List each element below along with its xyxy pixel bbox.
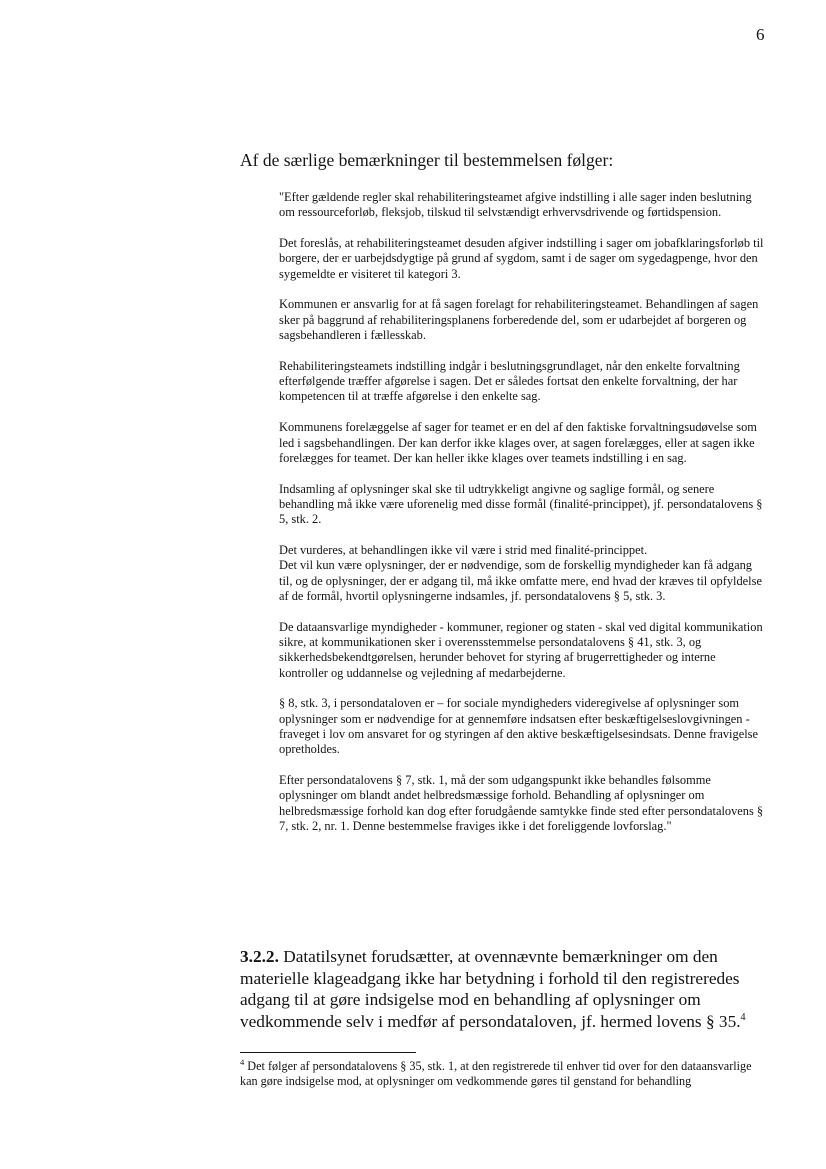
- section-paragraph: [240, 946, 768, 1032]
- quote-paragraph: Rehabiliteringsteamets indstilling indgår i beslutningsgrundlaget, når den enkelte forvaltning efterfølgende træffer afgørelse i sagen. Det er således fortsat den enkelte forvaltning, der har kompetencen til at træffe afgørelse i den enkelte sag.: [279, 358, 740, 404]
- intro-heading: Af de særlige bemærkninger til bestemmelsen følger:: [240, 150, 614, 170]
- quote-paragraph: Det vurderes, at behandlingen ikke vil være i strid med finalité-princippet. Det vil kun være oplysninger, der er nødvendige, som de forskellig myndigheder kan få adgang til, og de oplysninger, der er adgang til, må ikke omfatte mere, end hvad der kræves til opfyldelse af de formål, hvortil oplysningerne indsamles, jf. persondatalovens § 5, stk. 3.: [279, 543, 762, 603]
- quote-paragraph: "Efter gældende regler skal rehabiliteringsteamet afgive indstilling i alle sager inden beslutning om ressourceforløb, fleksjob, tilskud til selvstændigt erhvervsdrivende og førtidspension.: [279, 190, 752, 220]
- footnote-divider: [240, 1052, 416, 1053]
- quote-paragraph: Kommunen er ansvarlig for at få sagen forelagt for rehabiliteringsteamet. Behandlingen af sagen sker på baggrund af rehabiliteringsplanens forberedende del, som er udarbejdet af borgeren og sagsbehandleren i fællesskab.: [279, 297, 759, 343]
- quote-paragraph: § 8, stk. 3, i persondataloven er – for sociale myndigheders videregivelse af oplysninger som oplysninger som er nødvendige for at gennemføre indsatsen efter beskæftigelseslovgivningen - fraveget i lov om ansvaret for og styringen af den aktive beskæftigelsesindsats. Denne fravigelse opretholdes.: [279, 696, 758, 757]
- quote-paragraph: De dataansvarlige myndigheder - kommuner, regioner og staten - skal ved digital kommunikation sikre, at kommunikationen sker i overensstemmelse persondatalovens § 41, stk. 3, og sikkerhedsbekendtgørelsen, herunder behovet for styring af brugerrettigheder og interne kontroller og uddannelse og vejledning af medarbejderne.: [279, 619, 763, 680]
- quote-paragraph: Kommunens forelæggelse af sager for teamet er en del af den faktiske forvaltningsudøvelse som led i sagsbehandlingen. Der kan derfor ikke klages over, at sagen forelægges, eller at sagen ikke forelægges for teamet. Der kan heller ikke klages over teamets indstilling i en sag.: [279, 420, 757, 465]
- section-text: Datatilsynet forudsætter, at ovennævnte bemærkninger om den materielle klageadgang ikke har betydning i forhold til den registreredes adgang til at gøre indsigelse mod en behandling af oplysninger om vedkommende selv i medfør af persondataloven, jf. hermed lovens § 35.: [240, 947, 741, 1031]
- quote-paragraph: Det foreslås, at rehabiliteringsteamet desuden afgiver indstilling i sager om jobafklaringsforløb til borgere, der er uarbejdsdygtige på grund af sygdom, samt i de sager om sygedagpenge, hvor den sygemeldte er visiteret til kategori 3.: [279, 236, 764, 281]
- footnote-reference[interactable]: 4: [740, 1011, 746, 1023]
- section-number: 3.2.2.: [240, 947, 279, 966]
- quote-paragraph: Indsamling af oplysninger skal ske til udtrykkeligt angivne og saglige formål, og senere behandling må ikke være uforenelig med disse formål (finalité-princippet), jf. persondatalovens § 5, stk. 2.: [279, 481, 763, 527]
- page-number: 6: [756, 25, 765, 44]
- quote-paragraph: Efter persondatalovens § 7, stk. 1, må der som udgangspunkt ikke behandles følsomme oplysninger om blandt andet helbredsmæssige forhold. Behandling af oplysninger om helbredsmæssige forhold kan dog efter forudgående samtykke finde sted efter persondatalovens § 7, stk. 2, nr. 1. Denne bestemmelse fraviges ikke i det foreliggende lovforslag.": [279, 773, 764, 833]
- footnote-marker: 4: [240, 1056, 245, 1067]
- quoted-remarks: [279, 190, 765, 850]
- footnote: [240, 1056, 760, 1089]
- footnote-text: Det følger af persondatalovens § 35, stk. 1, at den registrerede til enhver tid over for den dataansvarlige kan gøre indsigelse mod, at oplysninger om vedkommende gøres til genstand for behandling: [240, 1059, 752, 1089]
